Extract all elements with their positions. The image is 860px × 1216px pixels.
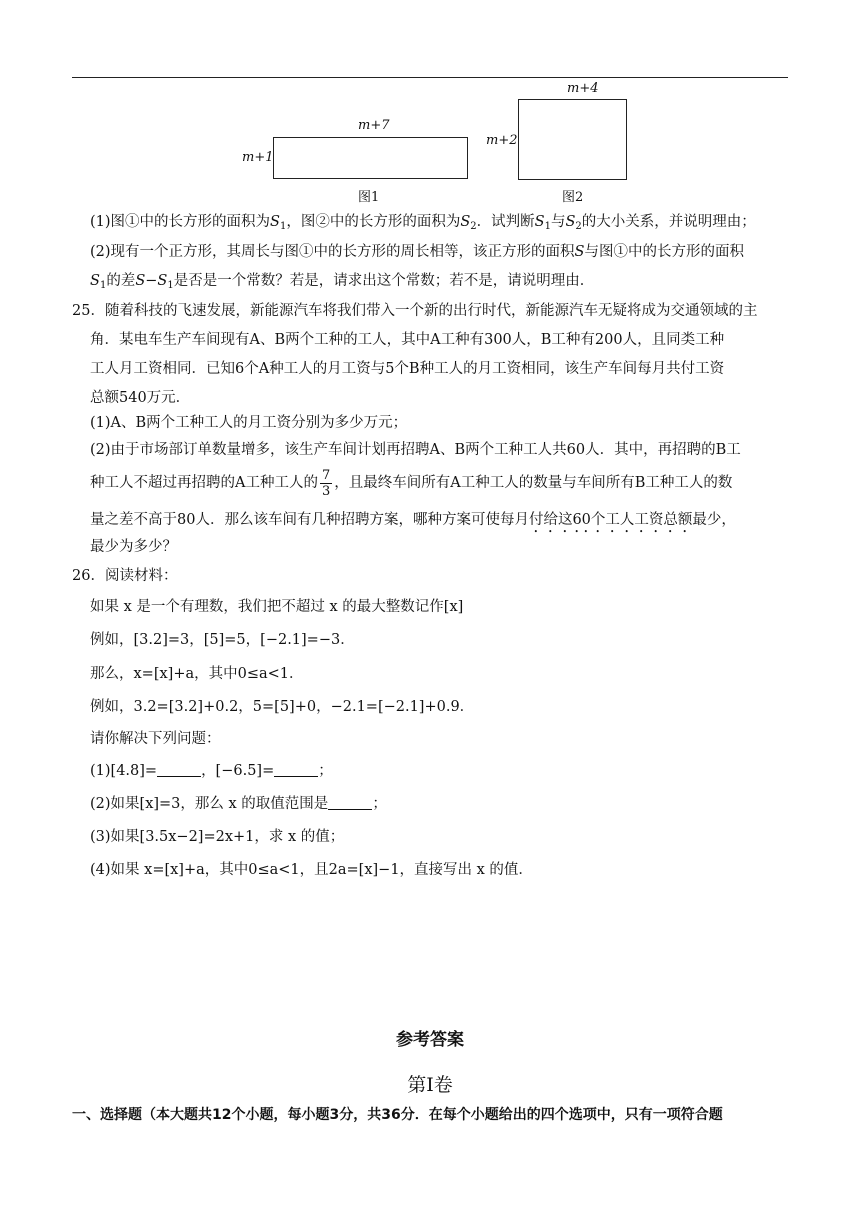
q25-line2: 角．某电车生产车间现有A、B两个工种的工人，其中A工种有300人，B工种有200人，且同类工种 xyxy=(90,332,725,348)
q26-line3: 例如，[3.2]=3，[5]=5，[−2.1]=−3． xyxy=(90,632,355,648)
answer-blank xyxy=(157,762,201,777)
fig2-top-label: m+4 xyxy=(567,81,599,96)
answers-title: 参考答案 xyxy=(396,1030,464,1050)
fig2-side-label: m+2 xyxy=(486,133,518,148)
q25-part2-line3: 量之差不高于80人．那么该车间有几种招聘方案，哪种方案可使每月付给这60个工人工资总额最少， xyxy=(90,512,736,528)
q26-part2: (2)如果[x]=3，那么 x 的取值范围是 ； xyxy=(90,796,387,812)
fig2-caption: 图2 xyxy=(562,190,584,205)
q25-line1: 25．随着科技的飞速发展，新能源汽车将我们带入一个新的出行时代，新能源汽车无疑将成为交通领域的主 xyxy=(72,303,758,319)
fraction-seven-thirds: $\frac{7}{3}$ xyxy=(321,467,331,499)
q24-part2-cont: $S_1$的差$S-S_1$是否是一个常数？若是，请求出这个常数；若不是，请说明理由． xyxy=(90,273,595,291)
q26-part1: (1)[4.8]= ，[−6.5]= ； xyxy=(90,763,333,779)
q26-part4: (4)如果 x=[x]+a，其中0≤a<1，且2a=[x]−1，直接写出 x 的值． xyxy=(90,862,533,878)
q26-line1: 26．阅读材料： xyxy=(72,568,178,584)
fig1-side-label: m+1 xyxy=(242,150,274,165)
q26-line2: 如果 x 是一个有理数，我们把不超过 x 的最大整数记作[x] xyxy=(90,599,464,615)
q26-line6: 请你解决下列问题： xyxy=(90,731,221,747)
rectangle-figure-2 xyxy=(518,99,627,180)
q24-part1: (1)图①中的长方形的面积为$S_1$，图②中的长方形的面积为$S_2$．试判断$S_1$与$S_2$的大小关系，并说明理由； xyxy=(90,214,756,232)
q25-part2-line4: 最少为多少？ xyxy=(90,539,177,555)
q24-part2: (2)现有一个正方形，其周长与图①中的长方形的周长相等，该正方形的面积S与图①中的长方形的面积 xyxy=(90,244,744,260)
answer-blank xyxy=(328,795,372,810)
q25-part2: (2)由于市场部订单数量增多，该生产车间计划再招聘A、B两个工种工人共60人．其中，再招聘的B工 xyxy=(90,442,741,458)
q26-part3: (3)如果[3.5x−2]=2x+1，求 x 的值； xyxy=(90,829,345,845)
q26-line4: 那么，x=[x]+a，其中0≤a<1． xyxy=(90,666,304,682)
answer-blank xyxy=(274,762,318,777)
section-heading: 一、选择题（本大题共12个小题，每小题3分，共36分．在每个小题给出的四个选项中，只有一项符合题 xyxy=(72,1107,723,1123)
emphasized-text: 付给这60个工人工资总额 xyxy=(528,512,693,528)
q26-line5: 例如，3.2=[3.2]+0.2，5=[5]+0，−2.1=[−2.1]+0.9． xyxy=(90,699,475,715)
q25-part1: (1)A、B两个工种工人的月工资分别为多少万元； xyxy=(90,415,408,431)
q25-part2-line2: 种工人不超过再招聘的A工种工人的 $\frac{7}{3}$ ，且最终车间所有A工种工人的数量与车间所有B工种工人的数 xyxy=(90,467,733,499)
rectangle-figure-1 xyxy=(273,137,468,179)
fig1-caption: 图1 xyxy=(358,190,380,205)
volume-title: 第Ⅰ卷 xyxy=(407,1074,453,1096)
q25-line3: 工人月工资相同．已知6个A种工人的月工资与5个B种工人的月工资相同，该生产车间每月共付工资 xyxy=(90,361,725,377)
fig1-top-label: m+7 xyxy=(358,118,390,133)
figures xyxy=(0,0,860,210)
q25-line4: 总额540万元． xyxy=(90,390,191,406)
